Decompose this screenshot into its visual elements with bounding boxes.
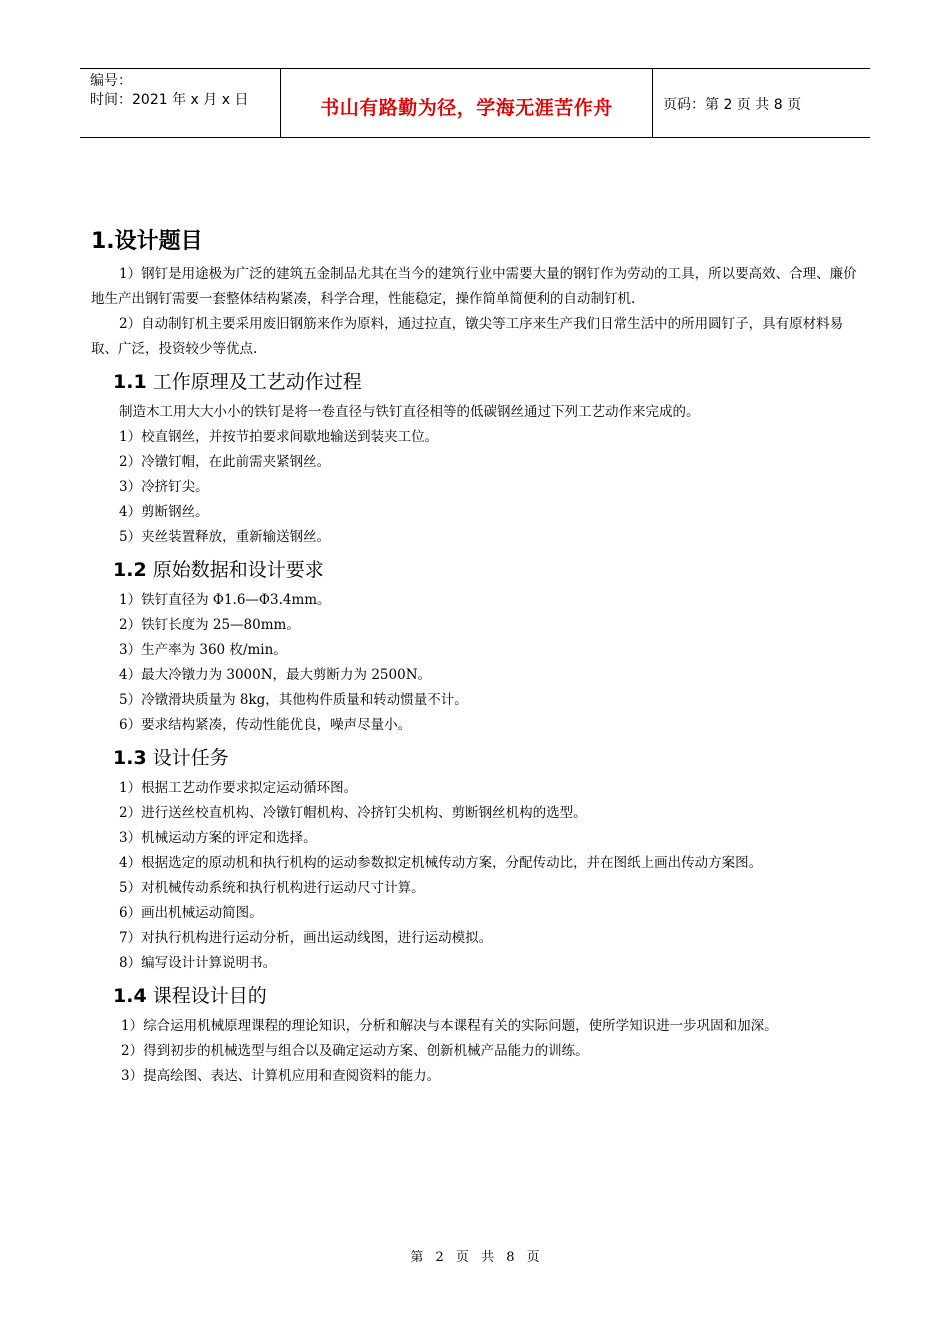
subsection-label: 工作原理及工艺动作过程 bbox=[146, 371, 362, 393]
subsection-label: 原始数据和设计要求 bbox=[146, 559, 324, 581]
list-item: 3）提高绘图、表达、计算机应用和查阅资料的能力。 bbox=[121, 1068, 441, 1084]
header-motto-cell bbox=[281, 69, 653, 137]
paragraph: 制造木工用大大小小的铁钉是将一卷直径与铁钉直径相等的低碳钢丝通过下列工艺动作来完成的。 bbox=[119, 404, 700, 420]
paragraph: 1）钢钉是用途极为广泛的建筑五金制品尤其在当今的建筑行业中需要大量的钢钉作为劳动的工具，所以要高效、合理、廉价地生产出钢钉需要一套整体结构紧凑，科学合理，性能稳定，操作简单简便利的自动制钉机. bbox=[91, 266, 857, 307]
footer-current-page: 2 bbox=[435, 1250, 444, 1265]
list-item: 2）进行送丝校直机构、冷镦钉帽机构、冷挤钉尖机构、剪断钢丝机构的选型。 bbox=[119, 805, 587, 821]
page-header bbox=[80, 68, 870, 138]
header-page-cell bbox=[653, 69, 870, 137]
list-item: 5）对机械传动系统和执行机构进行运动尺寸计算。 bbox=[119, 880, 425, 896]
subsection-number: 1.1 bbox=[113, 371, 147, 393]
section-title-design-topic: 1.设计题目 bbox=[91, 229, 203, 254]
list-item: 3）生产率为 360 枚/min。 bbox=[119, 642, 287, 658]
subsection-title-1-4 bbox=[113, 982, 861, 1010]
list-item: 4）根据选定的原动机和执行机构的运动参数拟定机械传动方案，分配传动比，并在图纸上画出传动方案图。 bbox=[119, 855, 763, 871]
list-item: 5）冷镦滑块质量为 8kg，其他构件质量和转动惯量不计。 bbox=[119, 692, 468, 708]
list-item: 6）画出机械运动简图。 bbox=[119, 905, 263, 921]
list-item: 5）夹丝装置释放，重新输送钢丝。 bbox=[119, 529, 331, 545]
list-item: 1）根据工艺动作要求拟定运动循环图。 bbox=[119, 780, 358, 796]
subsection-label: 设计任务 bbox=[146, 747, 229, 769]
list-item: 4）剪断钢丝。 bbox=[119, 504, 209, 520]
list-item: 3）冷挤钉尖。 bbox=[119, 479, 209, 495]
paragraph: 2）自动制钉机主要采用废旧钢筋来作为原料，通过拉直，镦尖等工序来生产我们日常生活中的所用圆钉子，具有原材料易取、广泛，投资较少等优点. bbox=[91, 316, 844, 357]
document-time-label: 时间：2021 年 x 月 x 日 bbox=[90, 92, 249, 108]
list-item: 6）要求结构紧凑，传动性能优良，噪声尽量小。 bbox=[119, 717, 412, 733]
footer-text: 页 bbox=[455, 1250, 469, 1265]
footer-total-pages: 8 bbox=[506, 1250, 515, 1265]
subsection-number: 1.2 bbox=[113, 559, 147, 581]
footer-text: 页 bbox=[526, 1250, 540, 1265]
subsection-title-1-3 bbox=[113, 744, 861, 772]
subsection-number: 1.4 bbox=[113, 985, 147, 1007]
document-body bbox=[91, 226, 861, 1089]
list-item: 8）编写设计计算说明书。 bbox=[119, 955, 277, 971]
list-item: 2）铁钉长度为 25—80mm。 bbox=[119, 617, 300, 633]
header-meta bbox=[80, 69, 281, 137]
header-motto: 书山有路勤为径，学海无涯苦作舟 bbox=[320, 96, 613, 119]
list-item: 7）对执行机构进行运动分析，画出运动线图，进行运动模拟。 bbox=[119, 930, 493, 946]
page-footer bbox=[0, 1246, 950, 1265]
list-item: 2）冷镦钉帽，在此前需夹紧钢丝。 bbox=[119, 454, 331, 470]
list-item: 3）机械运动方案的评定和选择。 bbox=[119, 830, 317, 846]
subsection-title-1-2 bbox=[113, 556, 861, 584]
footer-text: 共 bbox=[481, 1250, 495, 1265]
header-page-label: 页码：第 2 页 共 8 页 bbox=[663, 97, 802, 113]
subsection-title-1-1 bbox=[113, 368, 861, 396]
list-item: 2）得到初步的机械选型与组合以及确定运动方案、创新机械产品能力的训练。 bbox=[121, 1043, 589, 1059]
footer-text: 第 bbox=[410, 1250, 424, 1265]
list-item: 1）校直钢丝，并按节拍要求间歇地输送到装夹工位。 bbox=[119, 429, 439, 445]
document-number-label: 编号： bbox=[90, 73, 132, 89]
subsection-number: 1.3 bbox=[113, 747, 147, 769]
list-item: 4）最大冷镦力为 3000N，最大剪断力为 2500N。 bbox=[119, 667, 432, 683]
subsection-label: 课程设计目的 bbox=[146, 985, 267, 1007]
list-item: 1）铁钉直径为 Φ1.6—Φ3.4mm。 bbox=[119, 592, 331, 608]
list-item: 1）综合运用机械原理课程的理论知识，分析和解决与本课程有关的实际问题，使所学知识进一步巩固和加深。 bbox=[121, 1018, 778, 1034]
